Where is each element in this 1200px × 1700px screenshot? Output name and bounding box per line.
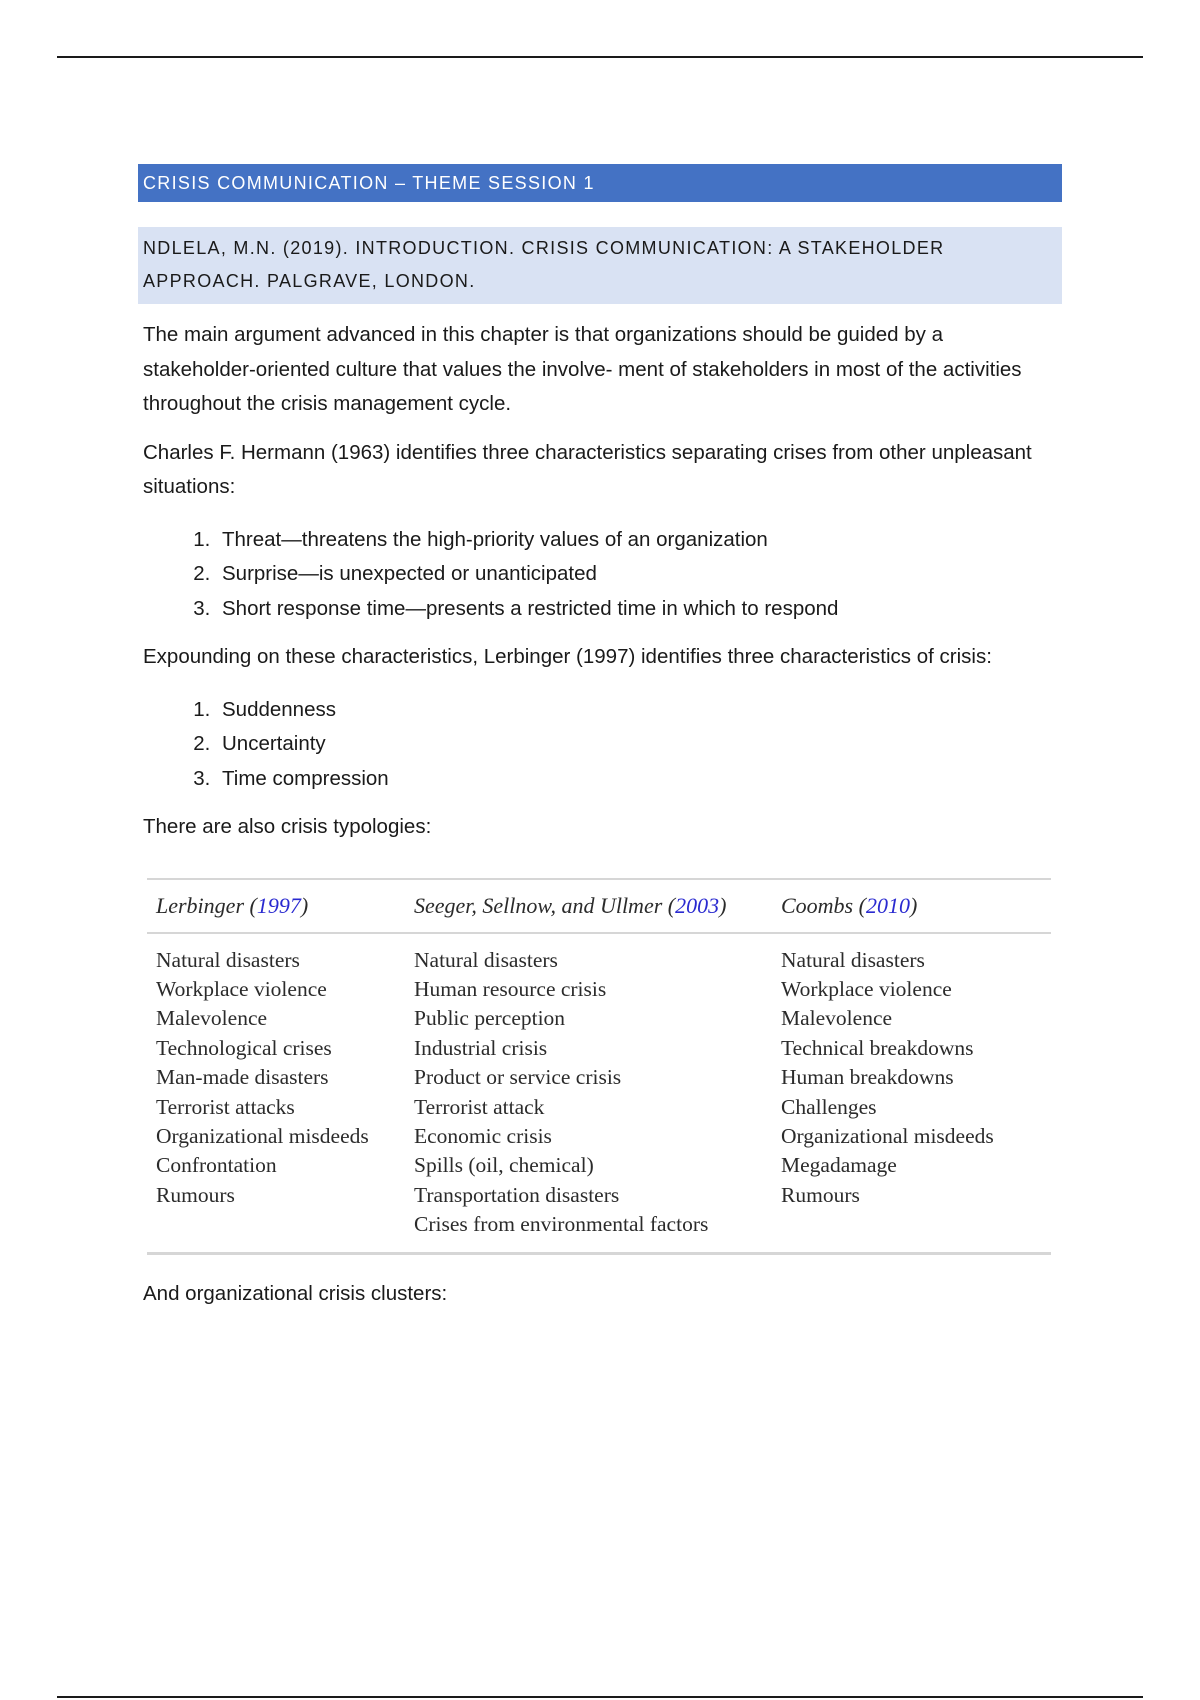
list-item: 1. Threat—threatens the high-priority values of an organization	[216, 523, 1062, 558]
table-cell: Technological crises	[156, 1035, 332, 1060]
table-cell: Rumours	[781, 1182, 860, 1207]
table-cell: Confrontation	[156, 1153, 277, 1178]
table-cell: Human breakdowns	[781, 1065, 954, 1090]
typology-table-body	[147, 934, 1051, 1252]
table-cell: Rumours	[156, 1182, 235, 1207]
reference-heading: NDLELA, M.N. (2019). INTRODUCTION. CRISIS COMMUNICATION: A STAKEHOLDER APPROACH. PALGRAVE, LONDON.	[138, 227, 1062, 304]
theme-title: CRISIS COMMUNICATION – THEME SESSION 1	[138, 164, 1062, 202]
column-seeger	[414, 946, 781, 1240]
main-argument-paragraph: The main argument advanced in this chapter is that organizations should be guided by a stakeholder-oriented culture that values the involve- ment of stakeholders in most of the activities throughout the crisis management cycle.	[143, 323, 1022, 415]
lerbinger-characteristics-list	[138, 693, 1062, 797]
table-cell: Organizational misdeeds	[781, 1123, 994, 1148]
column-coombs	[781, 946, 1051, 1240]
typology-table-header	[147, 880, 1051, 934]
list-item: 3. Time compression	[216, 762, 1062, 797]
table-cell: Industrial crisis	[414, 1035, 548, 1060]
hermann-intro-paragraph: Charles F. Hermann (1963) identifies three characteristics separating crises from other unpleasant situations:	[143, 440, 1032, 498]
table-cell: Challenges	[781, 1094, 877, 1119]
table-cell: Natural disasters	[156, 947, 300, 972]
list-item: 2. Uncertainty	[216, 727, 1062, 762]
table-cell: Natural disasters	[781, 947, 925, 972]
table-cell: Public perception	[414, 1006, 566, 1031]
document-content	[138, 164, 1062, 1311]
crisis-typology-table	[147, 878, 1051, 1255]
hermann-characteristics-list	[138, 523, 1062, 627]
table-cell: Spills (oil, chemical)	[414, 1153, 594, 1178]
table-cell: Economic crisis	[414, 1123, 552, 1148]
table-cell: Organizational misdeeds	[156, 1123, 369, 1148]
table-cell: Terrorist attacks	[156, 1094, 295, 1119]
lerbinger-intro-paragraph: Expounding on these characteristics, Lerbinger (1997) identifies three characteristics of crisis:	[143, 645, 992, 668]
table-cell: Product or service crisis	[414, 1065, 622, 1090]
table-cell: Man-made disasters	[156, 1065, 329, 1090]
clusters-intro-paragraph: And organizational crisis clusters:	[143, 1281, 448, 1305]
table-cell: Human resource crisis	[414, 976, 607, 1001]
table-cell: Malevolence	[156, 1006, 268, 1031]
list-item: 3. Short response time—presents a restricted time in which to respond	[216, 592, 1062, 627]
typologies-intro-paragraph: There are also crisis typologies:	[143, 815, 432, 838]
page-top-rule	[57, 56, 1143, 58]
page-bottom-rule	[57, 1696, 1143, 1698]
column-lerbinger	[147, 946, 414, 1240]
table-cell: Transportation disasters	[414, 1182, 620, 1207]
table-cell: Natural disasters	[414, 947, 558, 972]
table-cell: Malevolence	[781, 1006, 893, 1031]
column-header-coombs: Coombs (2010)	[781, 892, 918, 918]
table-cell: Technical breakdowns	[781, 1035, 974, 1060]
table-cell: Megadamage	[781, 1153, 897, 1178]
table-cell: Workplace violence	[781, 976, 952, 1001]
list-item: 2. Surprise—is unexpected or unanticipated	[216, 557, 1062, 592]
table-cell: Crises from environmental factors	[414, 1212, 709, 1237]
table-cell: Workplace violence	[156, 976, 327, 1001]
table-cell: Terrorist attack	[414, 1094, 545, 1119]
list-item: 1. Suddenness	[216, 693, 1062, 728]
column-header-lerbinger: Lerbinger (1997)	[156, 892, 309, 918]
column-header-seeger: Seeger, Sellnow, and Ullmer (2003)	[414, 892, 727, 918]
